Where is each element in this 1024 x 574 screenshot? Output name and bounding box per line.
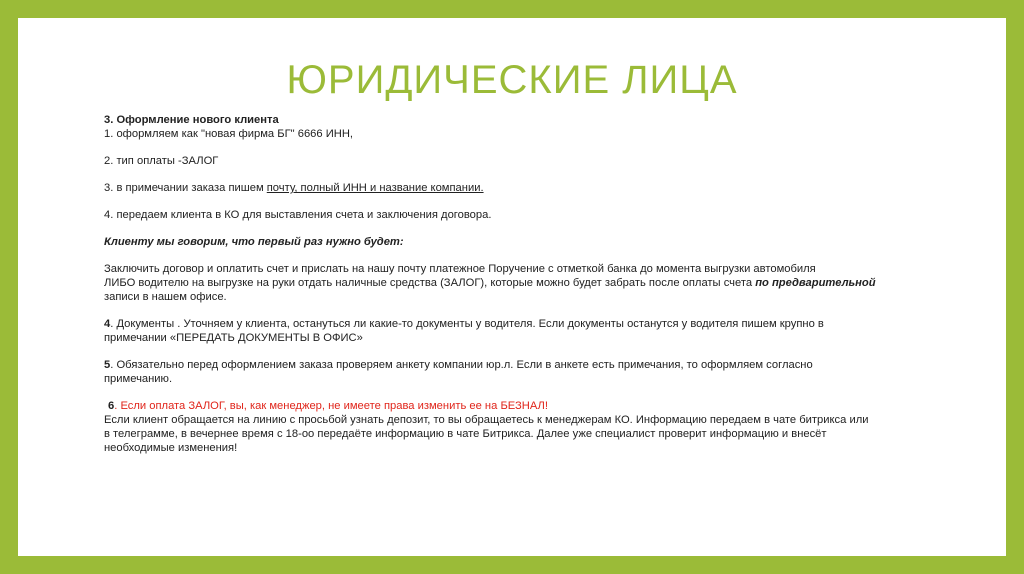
item-3-underlined: почту, полный ИНН и название компании. bbox=[266, 182, 484, 194]
client-line-2-emphasis: по предварительной bbox=[755, 277, 876, 289]
section-6-line-1: Если клиент обращается на линию с просьбой узнать депозит, то вы обращаетесь к менеджерам КО. Информацию передаем в чате битрикса или bbox=[104, 414, 869, 426]
section-3-item-3 bbox=[104, 181, 944, 195]
client-heading: Клиенту мы говорим, что первый раз нужно будет: bbox=[104, 236, 404, 248]
slide-body bbox=[104, 113, 944, 455]
section-3-item-2: 2. тип оплаты -ЗАЛОГ bbox=[104, 155, 219, 167]
section-5-text: . Обязательно перед оформлением заказа проверяем анкету компании юр.л. Если в анкете есть примечания, то оформляем согласно bbox=[110, 359, 813, 371]
slide-title: ЮРИДИЧЕСКИЕ ЛИЦА bbox=[286, 58, 738, 102]
client-line-3: записи в нашем офисе. bbox=[104, 291, 227, 303]
section-6-red-text: . Если оплата ЗАЛОГ, вы, как менеджер, не имеете права изменить ее на БЕЗНАЛ! bbox=[114, 400, 548, 412]
section-5-line-2: примечанию. bbox=[104, 373, 173, 385]
section-4-line-2: примечании «ПЕРЕДАТЬ ДОКУМЕНТЫ В ОФИС» bbox=[104, 332, 363, 344]
section-5-number: 5 bbox=[104, 359, 111, 371]
client-line-2-text: ЛИБО водителю на выгрузке на руки отдать наличные средства (ЗАЛОГ), которые можно будет забрать после оплаты счета bbox=[104, 277, 756, 289]
section-4-line-1 bbox=[104, 317, 944, 331]
section-6-number: 6 bbox=[108, 400, 115, 412]
item-3-text: 3. в примечании заказа пишем bbox=[104, 182, 267, 194]
section-4-number: 4 bbox=[104, 318, 111, 330]
slide bbox=[18, 18, 1006, 556]
client-line-1: Заключить договор и оплатить счет и прислать на нашу почту платежное Поручение с отметкой банка до момента выгрузки автомобиля bbox=[104, 263, 816, 275]
section-6-line-2: в телеграмме, в вечернее время с 18-оо передаёте информацию в чате Битрикса. Далее уже специалист проверит информацию и внесёт bbox=[104, 428, 827, 440]
section-3-item-4: 4. передаем клиента в КО для выставления счета и заключения договора. bbox=[104, 209, 492, 221]
section-3-heading: 3. Оформление нового клиента bbox=[104, 114, 279, 126]
section-6-line-3: необходимые изменения! bbox=[104, 442, 238, 454]
client-line-2 bbox=[104, 276, 944, 290]
section-6-warning bbox=[104, 399, 944, 413]
section-5-line-1 bbox=[104, 358, 944, 372]
section-3-item-1: 1. оформляем как "новая фирма БГ" 6666 ИНН, bbox=[104, 128, 354, 140]
section-4-text: . Документы . Уточняем у клиента, остануться ли какие-то документы у водителя. Если документы останутся у водителя пишем крупно в bbox=[110, 318, 824, 330]
